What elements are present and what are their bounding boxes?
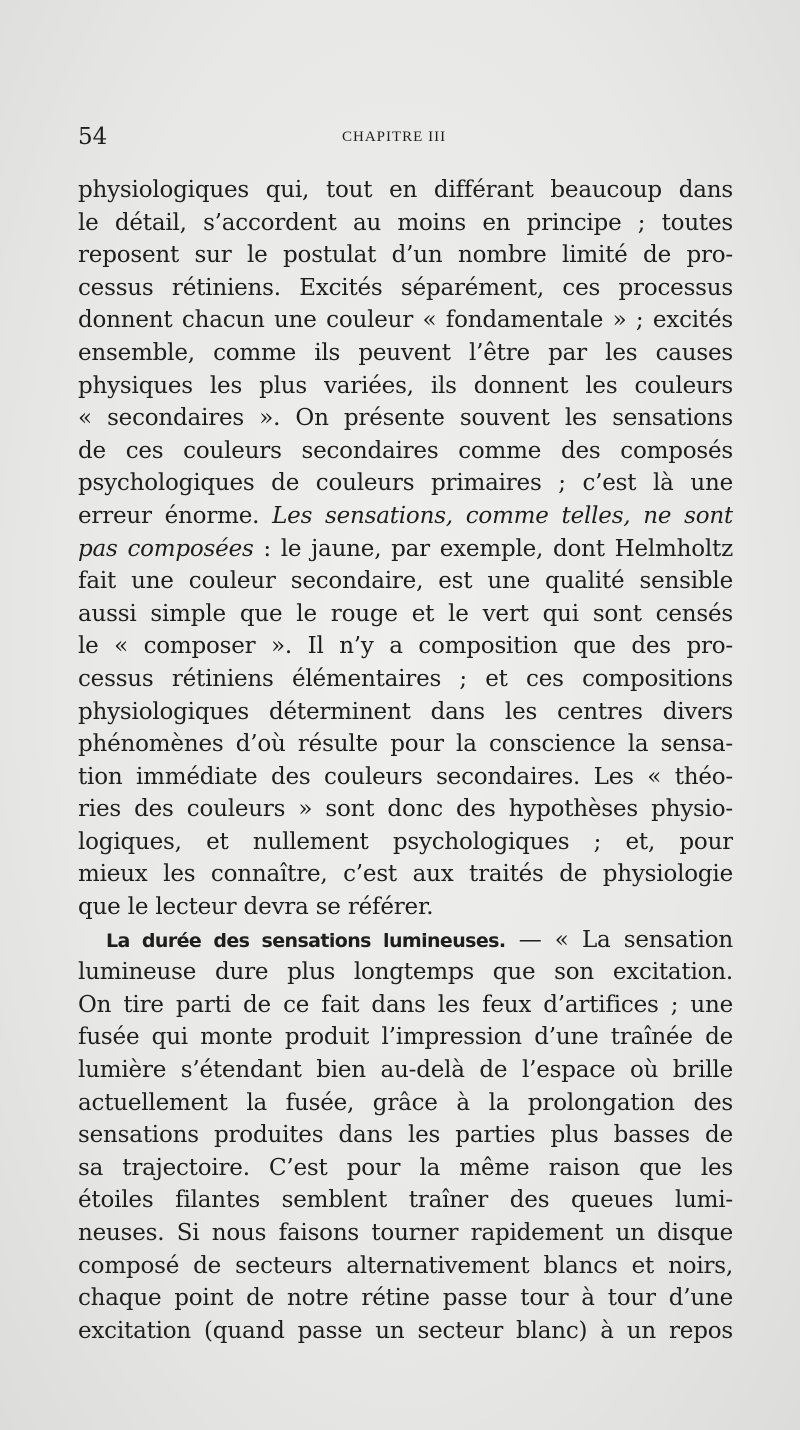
text-line: logiques, et nullement psychologiques ; et, pour (78, 828, 733, 855)
text-line: cessus rétiniens. Excités séparément, ces processus (78, 274, 733, 301)
text-line: cessus rétiniens élémentaires ; et ces compositions (78, 665, 733, 692)
italic-emphasis: Les sensations, comme telles, ne sont (272, 502, 733, 529)
text-line: donnent chacun une couleur « fondamentale » ; excités (78, 307, 733, 334)
text-span: — « La sensation (505, 926, 733, 953)
italic-emphasis: pas composées (78, 535, 254, 562)
text-line: de ces couleurs secondaires comme des composés (78, 437, 733, 464)
text-line: ensemble, comme ils peuvent l’être par les causes (78, 339, 733, 366)
text-line: tion immédiate des couleurs secondaires. Les « théo- (78, 763, 733, 790)
text-line: fusée qui monte produit l’impression d’une traînée de (78, 1024, 733, 1051)
text-line: étoiles filantes semblent traîner des queues lumi- (78, 1187, 733, 1214)
text-line: On tire parti de ce fait dans les feux d’artifices ; une (78, 991, 733, 1018)
text-line (78, 500, 733, 533)
text-line: phénomènes d’où résulte pour la conscience la sensa- (78, 731, 733, 758)
text-line: le détail, s’accordent au moins en principe ; toutes (78, 209, 733, 236)
text-span: : le jaune, par exemple, dont Helmholtz (253, 535, 733, 562)
chapter-title: CHAPITRE III (342, 129, 447, 145)
text-line: aussi simple que le rouge et le vert qui sont censés (78, 600, 733, 627)
text-line: ries des couleurs » sont donc des hypothèses physio- (78, 796, 733, 823)
text-line: le « composer ». Il n’y a composition que des pro- (78, 633, 733, 660)
text-line: psychologiques de couleurs primaires ; c’est là une (78, 470, 733, 497)
text-line: neuses. Si nous faisons tourner rapidement un disque (78, 1220, 733, 1246)
text-line: physiques les plus variées, ils donnent les couleurs (78, 372, 733, 399)
text-line: composé de secteurs alternativement blancs et noirs, (78, 1252, 733, 1279)
text-line: lumineuse dure plus longtemps que son excitation. (78, 959, 733, 986)
text-line (78, 533, 733, 566)
text-line: physiologiques qui, tout en différant beaucoup dans (78, 177, 733, 203)
body-text (78, 174, 733, 1347)
section-heading-line (78, 924, 733, 957)
text-line: « secondaires ». On présente souvent les sensations (78, 405, 733, 432)
running-head (78, 120, 733, 154)
page-number: 54 (78, 124, 108, 150)
text-line: reposent sur le postulat d’un nombre limité de pro- (78, 242, 733, 269)
text-line: actuellement la fusée, grâce à la prolongation des (78, 1089, 733, 1116)
text-line: sa trajectoire. C’est pour la même raison que les (78, 1154, 733, 1181)
text-line: excitation (quand passe un secteur blanc) à un repos (78, 1317, 733, 1344)
text-line: sensations produites dans les parties plus basses de (78, 1122, 733, 1149)
text-line: que le lecteur devra se référer. (78, 894, 434, 921)
section-title: La durée des sensations lumineuses. (106, 929, 506, 952)
text-span: erreur énorme. (78, 502, 273, 529)
text-line: lumière s’étendant bien au-delà de l’espace où brille (78, 1057, 733, 1084)
text-line: fait une couleur secondaire, est une qualité sensible (78, 568, 733, 595)
text-line: mieux les connaître, c’est aux traités de physiologie (78, 861, 733, 888)
text-line: chaque point de notre rétine passe tour à tour d’une (78, 1285, 733, 1312)
text-line: physiologiques déterminent dans les centres divers (78, 698, 733, 725)
